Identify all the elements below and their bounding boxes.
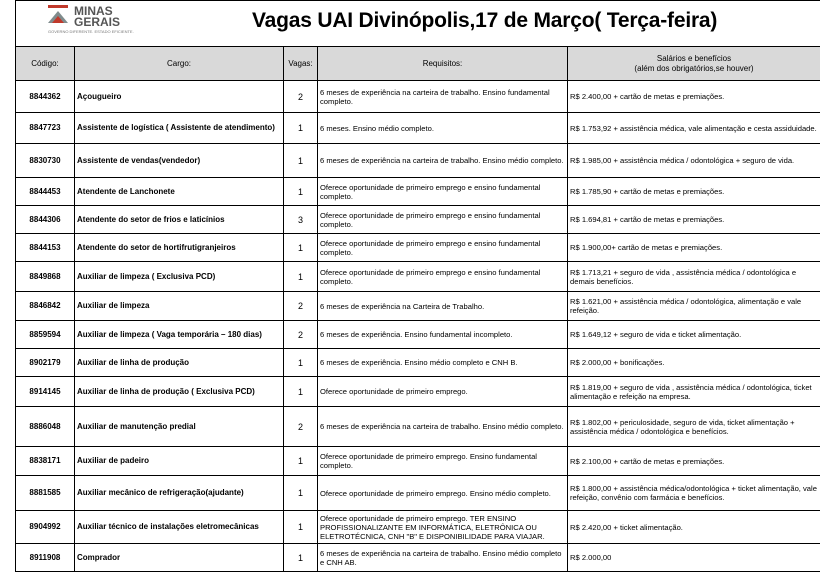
logo-line2: GERAIS [74,15,121,29]
cell-requisitos: 6 meses de experiência na carteira de trabalho. Ensino médio completo. [318,144,568,178]
cell-cargo: Assistente de logística ( Assistente de atendimento) [75,113,284,144]
cell-vagas: 1 [284,113,318,144]
cell-vagas: 1 [284,447,318,476]
cell-salario: R$ 1.900,00+ cartão de metas e premiações. [568,234,820,262]
table-row [16,234,820,262]
cell-salario: R$ 1.802,00 + periculosidade, seguro de vida, ticket alimentação + assistência médica / odontológica e benefícios. [568,407,820,447]
cell-requisitos: 6 meses de experiência na carteira de trabalho. Ensino médio completo e CNH AB. [318,544,568,572]
minas-gerais-logo [46,3,206,43]
cell-requisitos: Oferece oportunidade de primeiro emprego e ensino fundamental completo. [318,178,568,206]
logo-line1: MINAS [74,4,113,18]
header-vagas: Vagas: [284,47,318,81]
cell-vagas: 3 [284,206,318,234]
cell-vagas: 2 [284,292,318,321]
cell-vagas: 2 [284,321,318,349]
cell-requisitos: Oferece oportunidade de primeiro emprego e ensino fundamental completo. [318,234,568,262]
cell-salario: R$ 2.100,00 + cartão de metas e premiações. [568,447,820,476]
cell-requisitos: 6 meses de experiência na carteira de trabalho. Ensino fundamental completo. [318,81,568,113]
cell-vagas: 1 [284,511,318,544]
header-salarios-line1: Salários e benefícios [656,53,732,63]
cell-code: 8830730 [16,144,75,178]
table-row [16,447,820,476]
header-requisitos: Requisitos: [318,47,568,81]
cell-salario: R$ 1.785,90 + cartão de metas e premiações. [568,178,820,206]
cell-vagas: 2 [284,81,318,113]
cell-cargo: Auxiliar de limpeza ( Vaga temporária – 180 dias) [75,321,284,349]
cell-vagas: 1 [284,144,318,178]
cell-salario: R$ 2.000,00 [568,544,820,572]
cell-cargo: Auxiliar de linha de produção [75,349,284,377]
header-salarios [568,47,820,81]
cell-salario: R$ 1.649,12 + seguro de vida e ticket alimentação. [568,321,820,349]
cell-salario: R$ 1.694,81 + cartão de metas e premiações. [568,206,820,234]
cell-code: 8886048 [16,407,75,447]
cell-cargo: Assistente de vendas(vendedor) [75,144,284,178]
cell-salario: R$ 2.420,00 + ticket alimentação. [568,511,820,544]
cell-requisitos: Oferece oportunidade de primeiro emprego. Ensino médio completo. [318,476,568,511]
cell-cargo: Auxiliar de padeiro [75,447,284,476]
cell-code: 8902179 [16,349,75,377]
cell-cargo: Auxiliar de limpeza ( Exclusiva PCD) [75,262,284,292]
cell-cargo: Atendente do setor de hortifrutigranjeiros [75,234,284,262]
table-row [16,81,820,113]
header-salarios-line2: (além dos obrigatórios,se houver) [634,63,754,73]
cell-cargo: Auxiliar de linha de produção ( Exclusiva PCD) [75,377,284,407]
cell-vagas: 2 [284,407,318,447]
header [15,0,820,47]
cell-code: 8838171 [16,447,75,476]
cell-requisitos: 6 meses de experiência na carteira de trabalho. Ensino médio completo. [318,407,568,447]
cell-cargo: Comprador [75,544,284,572]
cell-salario: R$ 2.400,00 + cartão de metas e premiações. [568,81,820,113]
cell-vagas: 1 [284,349,318,377]
table-row [16,113,820,144]
cell-requisitos: Oferece oportunidade de primeiro emprego. [318,377,568,407]
cell-code: 8881585 [16,476,75,511]
cell-requisitos: 6 meses de experiência na Carteira de Trabalho. [318,292,568,321]
cell-requisitos: Oferece oportunidade de primeiro emprego. Ensino fundamental completo. [318,447,568,476]
cell-code: 8849868 [16,262,75,292]
table-row [16,407,820,447]
table-row [16,511,820,544]
logo-tagline: GOVERNO DIFERENTE. ESTADO EFICIENTE. [48,29,134,34]
table-row [16,262,820,292]
cell-code: 8844153 [16,234,75,262]
cell-requisitos: Oferece oportunidade de primeiro emprego. TER ENSINO PROFISSIONALIZANTE EM INFORMÁTICA, ELETRÔNICA OU ELETROTÉCNICA, CNH "B" E DISPONIBILIDADE PARA VIAJAR. [318,511,568,544]
cell-salario: R$ 2.000,00 + bonificações. [568,349,820,377]
cell-vagas: 1 [284,476,318,511]
cell-salario: R$ 1.819,00 + seguro de vida , assistência médica / odontológica, ticket alimentação e refeição na empresa. [568,377,820,407]
cell-salario: R$ 1.800,00 + assistência médica/odontológica + ticket alimentação, vale refeição, convênio com farmácia e benefícios. [568,476,820,511]
table-row [16,377,820,407]
table-row [16,292,820,321]
cell-cargo: Auxiliar técnico de instalações eletromecânicas [75,511,284,544]
cell-cargo: Auxiliar de limpeza [75,292,284,321]
cell-code: 8904992 [16,511,75,544]
cell-code: 8844362 [16,81,75,113]
cell-code: 8847723 [16,113,75,144]
cell-vagas: 1 [284,234,318,262]
cell-vagas: 1 [284,544,318,572]
table-row [16,144,820,178]
cell-cargo: Atendente de Lanchonete [75,178,284,206]
cell-code: 8844306 [16,206,75,234]
table-row [16,544,820,572]
table-row [16,206,820,234]
cell-salario: R$ 1.753,92 + assistência médica, vale alimentação e cesta assiduidade. [568,113,820,144]
cell-salario: R$ 1.985,00 + assistência médica / odontológica + seguro de vida. [568,144,820,178]
header-cargo: Cargo: [75,47,284,81]
cell-code: 8846842 [16,292,75,321]
cell-salario: R$ 1.713,21 + seguro de vida , assistência médica / odontológica e demais benefícios. [568,262,820,292]
table-header-row [16,47,820,81]
cell-vagas: 1 [284,178,318,206]
table-row [16,476,820,511]
table-row [16,178,820,206]
cell-requisitos: 6 meses de experiência. Ensino médio completo e CNH B. [318,349,568,377]
cell-code: 8914145 [16,377,75,407]
cell-requisitos: Oferece oportunidade de primeiro emprego e ensino fundamental completo. [318,206,568,234]
cell-code: 8859594 [16,321,75,349]
cell-cargo: Auxiliar mecânico de refrigeração(ajudante) [75,476,284,511]
cell-requisitos: Oferece oportunidade de primeiro emprego e ensino fundamental completo. [318,262,568,292]
vacancies-table [15,46,820,572]
cell-cargo: Atendente do setor de frios e laticínios [75,206,284,234]
cell-code: 8844453 [16,178,75,206]
cell-code: 8911908 [16,544,75,572]
cell-cargo: Auxiliar de manutenção predial [75,407,284,447]
page-title: Vagas UAI Divinópolis,17 de Março( Terça-feira) [252,9,718,32]
cell-requisitos: 6 meses. Ensino médio completo. [318,113,568,144]
header-codigo: Código: [16,47,75,81]
cell-salario: R$ 1.621,00 + assistência médica / odontológica, alimentação e vale refeição. [568,292,820,321]
cell-vagas: 1 [284,377,318,407]
cell-requisitos: 6 meses de experiência. Ensino fundamental incompleto. [318,321,568,349]
table-row [16,349,820,377]
cell-vagas: 1 [284,262,318,292]
table-row [16,321,820,349]
cell-cargo: Açougueiro [75,81,284,113]
